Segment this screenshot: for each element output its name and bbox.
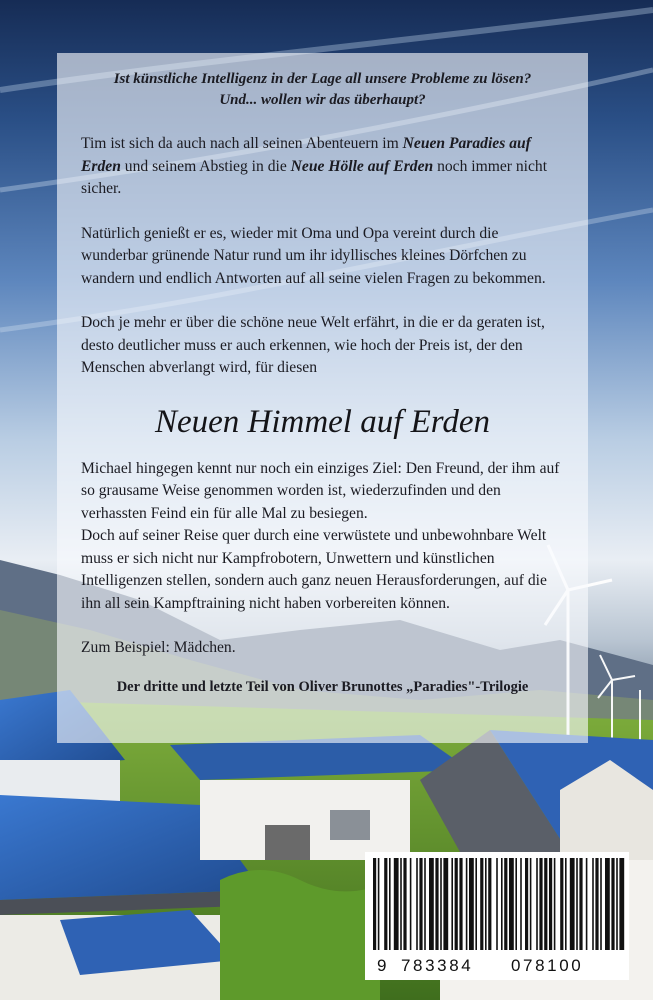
barcode-bar bbox=[592, 858, 594, 950]
paragraph-5: Zum Beispiel: Mädchen. bbox=[81, 639, 236, 656]
barcode-bar bbox=[520, 858, 522, 950]
barcode-bar bbox=[509, 858, 514, 950]
barcode-bar bbox=[389, 858, 391, 950]
isbn-right-group: 078100 bbox=[511, 956, 584, 975]
barcode-bar bbox=[586, 858, 588, 950]
isbn-left-group: 783384 bbox=[401, 956, 474, 975]
intro-question bbox=[81, 69, 564, 111]
barcode-bar bbox=[565, 858, 567, 950]
barcode-bar bbox=[504, 858, 507, 950]
barcode-bar bbox=[459, 858, 462, 950]
barcode-bar bbox=[475, 858, 477, 950]
barcode-bar bbox=[530, 858, 532, 950]
barcode-bar bbox=[480, 858, 483, 950]
paragraph-1 bbox=[81, 133, 564, 201]
barcode-bar bbox=[384, 858, 387, 950]
paragraph-4b: Doch auf seiner Reise quer durch eine verwüstete und unbewohnbare Welt muss er sich nicht nur Kampfrobotern, Unwettern und künstlichen Intelligenzen stellen, sondern auch ganz neuen Herausforderungen, auf die ihn all sein Kampftraining nicht haben vorbereiten können. bbox=[81, 527, 547, 612]
barcode-bar bbox=[570, 858, 575, 950]
barcode-bar bbox=[616, 858, 618, 950]
paragraph-2: Natürlich genießt er es, wieder mit Oma und Opa vereint durch die wunderbar grünende Natur rund um ihr idyllisches kleines Dörfchen zu wandern und endlich Antworten auf all seine vielen Fragen zu bekommen. bbox=[81, 224, 546, 287]
blurb-panel bbox=[57, 53, 588, 743]
barcode-bar bbox=[544, 858, 547, 950]
trilogy-note: Der dritte und letzte Teil von Oliver Brunottes „Paradies"-Trilogie bbox=[116, 678, 529, 695]
barcode-bar bbox=[419, 858, 422, 950]
p1-title-paradies: Neuen Paradies auf Erden bbox=[81, 135, 531, 175]
paragraph-3: Doch je mehr er über die schöne neue Welt erfährt, in die er da geraten ist, desto deutlicher muss er auch erkennen, wie hoch der Preis ist, der den Menschen abverlangt wird, für diesen bbox=[81, 314, 545, 376]
barcode-bar bbox=[485, 858, 487, 950]
barcode-bar bbox=[429, 858, 434, 950]
barcode-bar bbox=[605, 858, 610, 950]
barcode-bar bbox=[539, 858, 542, 950]
barcode-bar bbox=[611, 858, 614, 950]
isbn-barcode bbox=[365, 852, 629, 980]
barcode-bar bbox=[424, 858, 426, 950]
barcode-bar bbox=[536, 858, 538, 950]
barcode-bar bbox=[619, 858, 624, 950]
barcode-bar bbox=[549, 858, 552, 950]
barcode-bar bbox=[435, 858, 438, 950]
barcode-bar bbox=[600, 858, 602, 950]
barcode-bar bbox=[466, 858, 468, 950]
isbn-first-digit: 9 bbox=[377, 956, 387, 975]
barcode-bar bbox=[400, 858, 402, 950]
p1-text-c: und seinem Abstieg in die bbox=[120, 157, 291, 175]
barcode-bar bbox=[595, 858, 598, 950]
barcode-bar bbox=[496, 858, 498, 950]
barcode-bar bbox=[443, 858, 448, 950]
barcode-bar bbox=[560, 858, 563, 950]
barcode-bar bbox=[455, 858, 458, 950]
barcode-bar bbox=[394, 858, 399, 950]
barcode-bar bbox=[403, 858, 406, 950]
barcode-bar bbox=[579, 858, 582, 950]
p1-title-hoelle: Neue Hölle auf Erden bbox=[290, 157, 434, 175]
paragraph-4a: Michael hingegen kennt nur noch ein einziges Ziel: Den Freund, der ihm auf so grausame Weise genommen worden ist, wiederzufinden und den verhassten Feind ein für alle Mal zu besiegen. bbox=[81, 459, 560, 522]
p1-text-e: noch immer nicht sicher. bbox=[81, 157, 548, 197]
intro-question-line-1: Ist künstliche Intelligenz in der Lage all unsere Probleme zu lösen? bbox=[113, 71, 532, 87]
barcode-bars bbox=[365, 852, 629, 956]
intro-question-line-2: Und... wollen wir das überhaupt? bbox=[219, 92, 426, 108]
barcode-bar bbox=[373, 858, 376, 950]
barcode-bar bbox=[378, 858, 380, 950]
barcode-bar bbox=[525, 858, 528, 950]
p1-text-a: Tim ist sich da auch nach all seinen Abenteuern im bbox=[81, 135, 403, 152]
barcode-bar bbox=[440, 858, 442, 950]
featured-title: Neuen Himmel auf Erden bbox=[154, 403, 491, 440]
barcode-bar bbox=[410, 858, 412, 950]
barcode-bar bbox=[416, 858, 418, 950]
barcode-bar bbox=[501, 858, 503, 950]
barcode-bar bbox=[488, 858, 491, 950]
barcode-bar bbox=[576, 858, 578, 950]
barcode-bar bbox=[451, 858, 453, 950]
barcode-bar bbox=[515, 858, 517, 950]
barcode-bar bbox=[554, 858, 556, 950]
barcode-bar bbox=[469, 858, 474, 950]
